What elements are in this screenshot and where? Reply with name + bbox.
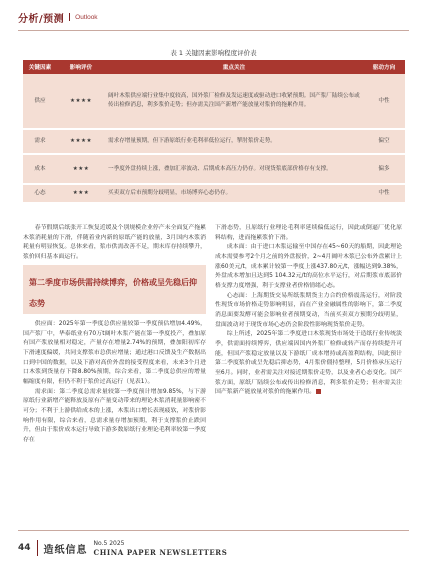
page-footer <box>18 537 227 559</box>
header-divider <box>69 13 70 21</box>
body-paragraph: 下滑态势，且原纸行业理论毛利率延续偏低运行，因此或倒逼厂优化原料结构，进而拖累浆价下滑。 <box>215 225 402 241</box>
page-number: 44 <box>18 543 31 553</box>
table-row <box>23 74 405 129</box>
factor-cell: 需求 <box>23 129 57 154</box>
header-rule <box>18 30 409 31</box>
magazine-name: CHINA PAPER NEWSLETTERS <box>93 548 228 557</box>
subheading-text: 第二季度市场供需持续博弈，价格或呈先稳后抑态势 <box>29 278 197 308</box>
factor-cell: 成本 <box>23 154 57 184</box>
final-paragraph-text: 综上所述，2025年第二季度进口木浆现货市场处于造纸行业传统淡季，供需面持续博弈，供应端因国内外浆厂检修或转产而存持续提升可能，但国产浆稳定放量以及下游纸厂成本增持或高盈利结构，因此预计第二季度浆价或呈先稳后抑态势，4月浆价僵持整理，5月价格承压运行至6月。同时，业者需关注对接近期浆价走势，以及业者心态变化。国产浆方面，原纸厂陆续公布或传出检修消息，利多浆价走势；但亦需关注国产浆新产能放量对浆价的拖累作用。 <box>215 331 402 396</box>
focus-cell: 买卖双方后市预期分歧明显，市场博弈心态仍存。 <box>105 184 363 203</box>
end-mark-icon <box>316 389 321 394</box>
footer-info <box>94 539 228 557</box>
right-column-body <box>215 224 402 398</box>
table-header-cell: 重点关注 <box>105 60 363 74</box>
magazine-logo: 造纸信息 <box>43 544 88 556</box>
body-paragraph: 需求面：第二季度总需求量较第一季度预计增加9.85%，与下游原纸行业新增产能释放及原有产量变动带来的理论木浆消耗量影响密不可分；不利于上游供给成本的上涨，木浆出口增长表现疲软，对浆价影响作用有限，综合来看，总需求量存增加预期，利于支撑浆价止跌回升，但由于浆价成本运行导致下游多数原纸行业理论毛利率较第一季度存在 <box>23 388 206 443</box>
rating-cell: ★★★ <box>57 154 105 184</box>
table-header-cell: 影响评价 <box>57 60 105 74</box>
footer-rule <box>18 530 409 531</box>
factor-cell: 供应 <box>23 74 57 129</box>
table-row <box>23 129 405 154</box>
table-caption: 表 1 关键因素影响程度评价表 <box>170 49 257 57</box>
page-header <box>18 11 98 23</box>
body-paragraph: 供应面：2025年第一季度总供应量较第一季度预估增加4.49%，国产浆厂中，华泰纸业有70万t阔叶木浆产能在第一季度投产，叠加原有国产浆放量相对稳定，产量存在增量2.74%的预期，叠加阳初库存下滑速度偏缓，共同支撑浆市总供应增量；通过港口反馈及生产数据出口到中国的数据，以及下游对高价外盘的接受程度来看，未来3个月进口木浆到货量存下降8.80%预期，综合来看，第二季度总供应的增量幅缩度有限，但仍不利于浆价过高运行（见表1）。 <box>23 321 206 385</box>
body-paragraph <box>215 330 402 398</box>
table-header-cell: 驱动方向 <box>363 60 405 74</box>
left-column-body <box>23 320 206 446</box>
subheading-callout <box>23 265 206 314</box>
body-paragraph: 春节假期后纸张开工恢复近缓及个别规模企业停产未全面复产拖累木浆消耗量的下滑，伴随着业内新的原纸产能的放量，3月国内木浆消耗量有明显恢复。总体来看，浆市供需改善不足，期末库存持续攀升，浆价回归基本面运行。 <box>23 225 206 260</box>
rating-cell: ★★★ <box>57 184 105 203</box>
direction-cell: 偏空 <box>363 129 405 154</box>
key-factors-table <box>23 60 405 204</box>
table-header-row <box>23 60 405 74</box>
direction-cell: 中性 <box>363 74 405 129</box>
table-header-cell: 关键因素 <box>23 60 57 74</box>
issue-number: No.5 2025 <box>93 540 125 547</box>
footer-divider <box>37 540 38 556</box>
section-title: 分析/预测 <box>18 13 65 25</box>
direction-cell: 中性 <box>363 184 405 203</box>
body-paragraph: 心态面：上海期货交易所纸浆期货主力合约价格震荡运行，对阶段性现货市场价格走势影响明显，而在产业金融属性的影响下，第二季度消息面要发酵可能会影响业者预期变动，当前买卖双方预期分歧明显，盘面波动对于现货市场心态仍会阶段性影响现货浆价走势。 <box>215 292 402 328</box>
rating-cell: ★★★★ <box>57 129 105 154</box>
left-column-intro <box>23 224 206 263</box>
factor-cell: 心态 <box>23 184 57 203</box>
focus-cell: 需求存增量预期，但下游原纸行业毛利率低位运行，掣肘浆价走势。 <box>105 129 363 154</box>
direction-cell: 偏多 <box>363 154 405 184</box>
table-row <box>23 184 405 203</box>
table-row <box>23 154 405 184</box>
section-subtitle: Outlook <box>75 13 98 21</box>
rating-cell: ★★★★ <box>57 74 105 129</box>
focus-cell: 一季度外盘持续上涨，叠加汇率波动、后期成本高压力仍存。对现货浆底部价格存有支撑。 <box>105 154 363 184</box>
focus-cell: 阔叶木浆供应端行业集中度较高，国外浆厂检修及发运速度或驱动进口收紧预期。国产浆厂陆续公布或传出检修消息，利多浆价走势；但亦需关注国产新增产能放量对浆价的拖累作用。 <box>105 74 363 129</box>
body-paragraph: 成本面：由于进口木浆运输至中国存在45~60天的船期，因此理论成本需要参考2个月之前的外盘报价，2~4月阔叶木浆已公布外盘累计上涨60美元/t，成本累计较第一季度上涨437.80元/t，涨幅达到9.38%，外盘成本增加且达到5 104.32元/t的高位水平运行，对后期浆市底部价格支撑力度增强，利于支撑业者价格情绪心态。 <box>215 244 403 289</box>
